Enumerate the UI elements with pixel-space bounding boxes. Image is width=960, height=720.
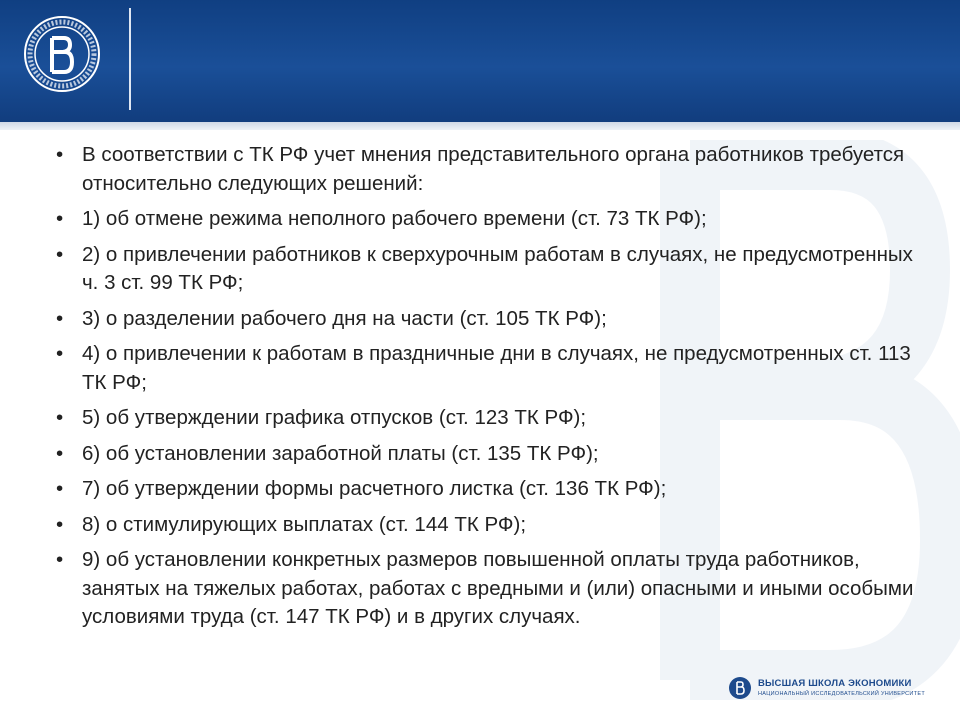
- list-item: • 5) об утверждении графика отпусков (ст. 123 ТК РФ);: [56, 404, 916, 433]
- list-item: • 1) об отмене режима неполного рабочего времени (ст. 73 ТК РФ);: [56, 205, 916, 234]
- hse-small-seal-icon: [728, 676, 752, 700]
- list-item: • 6) об установлении заработной платы (ст. 135 ТК РФ);: [56, 440, 916, 469]
- list-item: • 7) об утверждении формы расчетного листка (ст. 136 ТК РФ);: [56, 475, 916, 504]
- list-item: • 9) об установлении конкретных размеров повышенной оплаты труда работников, занятых на тяжелых работах, работах с вредными и (или) опасными и иными особыми условиями труда (ст. 147 ТК РФ) и в других случаях.: [56, 546, 916, 632]
- hse-seal-icon: [22, 14, 102, 94]
- list-item: • 3) о разделении рабочего дня на части (ст. 105 ТК РФ);: [56, 305, 916, 334]
- header-rule: [0, 122, 960, 130]
- bullet-list: [56, 141, 916, 639]
- header-divider: [129, 8, 131, 110]
- list-item: • 8) о стимулирующих выплатах (ст. 144 ТК РФ);: [56, 511, 916, 540]
- footer-logo-subtitle: НАЦИОНАЛЬНЫЙ ИССЛЕДОВАТЕЛЬСКИЙ УНИВЕРСИТЕТ: [758, 691, 925, 697]
- list-item: • В соответствии с ТК РФ учет мнения представительного органа работников требуется относительно следующих решений:: [56, 141, 916, 198]
- list-item: • 4) о привлечении к работам в праздничные дни в случаях, не предусмотренных ст. 113 ТК РФ;: [56, 340, 916, 397]
- footer-logo-title: ВЫСШАЯ ШКОЛА ЭКОНОМИКИ: [758, 678, 912, 689]
- footer-logo: [728, 672, 928, 706]
- list-item: • 2) о привлечении работников к сверхурочным работам в случаях, не предусмотренных ч. 3 ст. 99 ТК РФ;: [56, 241, 916, 298]
- slide-header: [0, 0, 960, 122]
